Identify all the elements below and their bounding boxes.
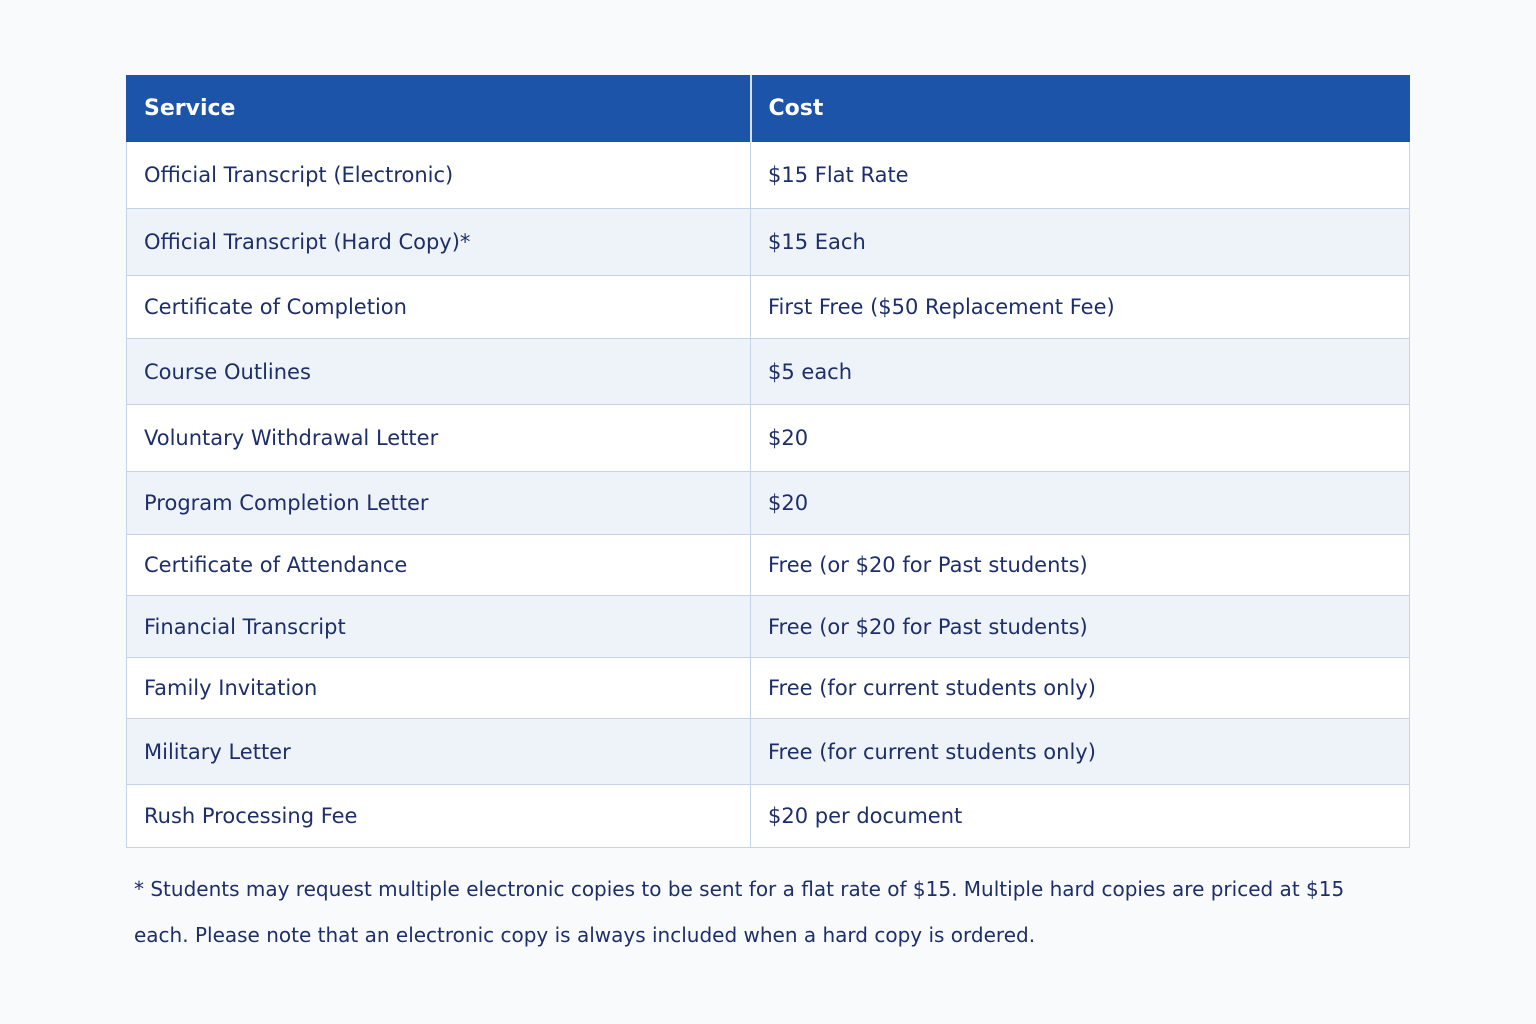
cost-cell: $20 per document (751, 785, 1410, 848)
service-cell: Official Transcript (Hard Copy)* (127, 209, 751, 276)
table-row (127, 142, 1410, 209)
service-cell: Course Outlines (127, 339, 751, 405)
service-cell: Voluntary Withdrawal Letter (127, 405, 751, 472)
table-row (127, 472, 1410, 535)
table-row (127, 719, 1410, 785)
cost-cell: Free (or $20 for Past students) (751, 596, 1410, 658)
service-cell: Financial Transcript (127, 596, 751, 658)
service-cell: Military Letter (127, 719, 751, 785)
table-header-row (127, 76, 1410, 142)
cost-cell: $20 (751, 405, 1410, 472)
cost-cell: $15 Flat Rate (751, 142, 1410, 209)
table-row (127, 658, 1410, 719)
cost-cell: Free (for current students only) (751, 719, 1410, 785)
service-cell: Rush Processing Fee (127, 785, 751, 848)
table-row (127, 785, 1410, 848)
table-row (127, 276, 1410, 339)
service-cell: Certificate of Completion (127, 276, 751, 339)
service-cell: Program Completion Letter (127, 472, 751, 535)
header-cost: Cost (751, 76, 1410, 142)
service-cell: Official Transcript (Electronic) (127, 142, 751, 209)
service-cell: Certificate of Attendance (127, 535, 751, 596)
cost-cell: $20 (751, 472, 1410, 535)
cost-cell: $5 each (751, 339, 1410, 405)
table-row (127, 596, 1410, 658)
cost-cell: Free (for current students only) (751, 658, 1410, 719)
cost-cell: First Free ($50 Replacement Fee) (751, 276, 1410, 339)
header-service: Service (127, 76, 751, 142)
fees-table (126, 75, 1410, 848)
footnote: * Students may request multiple electronic copies to be sent for a flat rate of $15. Multiple hard copies are priced at $15 each. Please note that an electronic copy is always included when a hard copy is ordered. (134, 877, 1345, 947)
service-cell: Family Invitation (127, 658, 751, 719)
table-row (127, 209, 1410, 276)
cost-cell: $15 Each (751, 209, 1410, 276)
table-row (127, 535, 1410, 596)
table-row (127, 405, 1410, 472)
cost-cell: Free (or $20 for Past students) (751, 535, 1410, 596)
table-row (127, 339, 1410, 405)
fees-table-container (126, 75, 1409, 848)
